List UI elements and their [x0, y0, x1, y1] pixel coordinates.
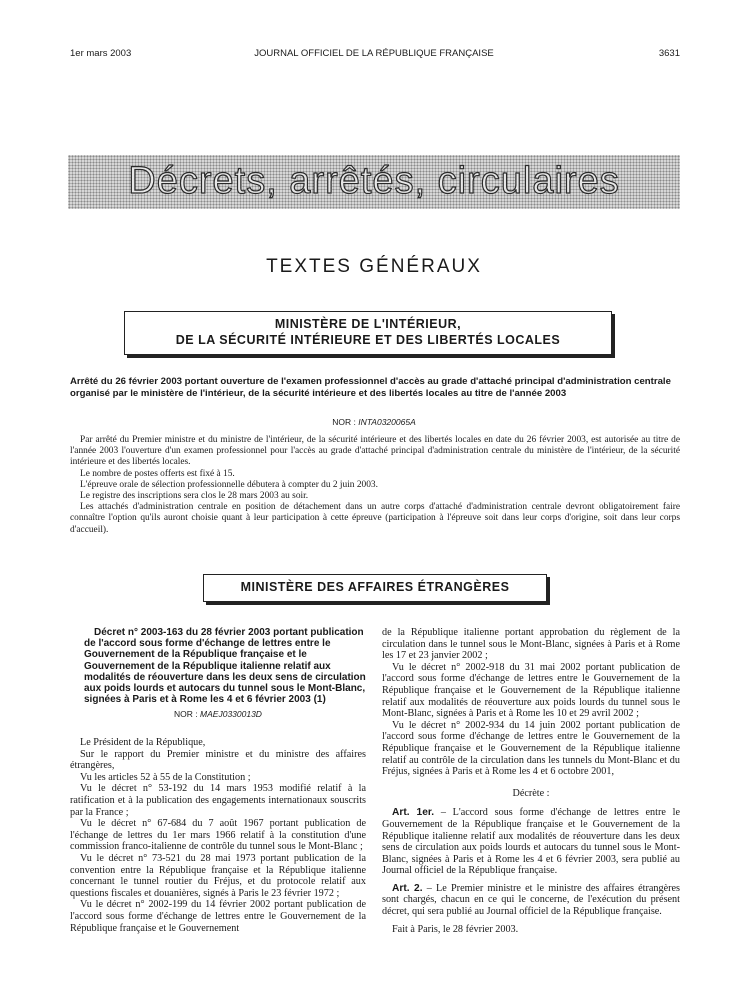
nor-label: NOR : [332, 417, 356, 427]
article-2-label: Art. 2. [392, 882, 423, 894]
decret-title: Décret n° 2003-163 du 28 février 2003 portant publication de l'accord sous forme d'échange de lettres entre le Gouvernement de la République française et le Gouvernement de la République italienne relatif aux modalités de réouverture dans les deux sens de circulation aux poids lourds et autocars du tunnel sous le Mont-Blanc, signées à Paris et à Rome les 4 et 6 février 2003 (1) [84, 627, 366, 706]
section-title: TEXTES GÉNÉRAUX [266, 256, 482, 277]
decret-paragraph: Vu le décret n° 53-192 du 14 mars 1953 modifié relatif à la ratification et à la publication des engagements internationaux souscrits par la France ; [70, 783, 366, 818]
decret-paragraph: de la République italienne portant approbation du règlement de la circulation dans le tunnel sous le Mont-Blanc, signées à Paris et à Rome les 17 et 23 janvier 2002 ; [382, 627, 680, 662]
decret-right-column [382, 627, 680, 935]
ministry-name-line-2: DE LA SÉCURITÉ INTÉRIEURE ET DES LIBERTÉS LOCALES [175, 333, 561, 347]
arrete-paragraph: Par arrêté du Premier ministre et du ministre de l'intérieur, de la sécurité intérieure et des libertés locales en date du 26 février 2003, est autorisée au titre de l'année 2003 l'ouverture d'un examen professionnel pour l'accès au grade d'attaché principal d'administration centrale du ministère de l'intérieur, de la sécurité intérieure et des libertés locales. [70, 435, 680, 468]
arrete-paragraph: Le nombre de postes offerts est fixé à 15. [80, 468, 235, 479]
decret-paragraph: Vu le décret n° 67-684 du 7 août 1967 portant publication de l'échange de lettres du 1er mars 1966 relatif à la constitution d'une commission franco-italienne de contrôle du tunnel sous le Mont-Blanc ; [70, 818, 366, 853]
arrete-paragraph: Les attachés d'administration centrale en position de détachement dans un autre corps d'attaché d'administration centrale devront obligatoirement faire connaître l'option qu'ils auront choisie quant à leur participation à cette épreuve (participation à l'épreuve soit dans leur corps d'origine, soit dans leur corps d'accueil). [70, 502, 680, 535]
decret-paragraph: Vu le décret n° 2002-918 du 31 mai 2002 portant publication de l'accord sous forme d'échange de lettres entre le Gouvernement de la République française et le Gouvernement de la République italienne relatif aux modalités de réouverture aux poids lourds du tunnel sous le Mont-Blanc, signées à Paris et à Rome les 10 et 29 avril 2002 ; [382, 661, 680, 720]
ministry-box-interieur [124, 311, 612, 355]
decret-paragraph: Vu le décret n° 2002-199 du 14 février 2002 portant publication de l'accord sous forme d'échange de lettres entre le Gouvernement de la République française et le Gouvernement [70, 899, 366, 934]
nor-code: INTA0320065A [358, 417, 416, 427]
nor-code: MAEJ0330013D [200, 709, 262, 720]
decret-paragraph: Vu le décret n° 73-521 du 28 mai 1973 portant publication de la convention entre la République française et la République italienne concernant le tunnel routier du Fréjus, et du protocole relatif aux questions fiscales et douanières, signés à Paris le 23 février 1972 ; [70, 852, 366, 899]
article-2 [382, 883, 680, 918]
arrete-paragraph: Le registre des inscriptions sera clos le 28 mars 2003 au soir. [80, 491, 309, 502]
decret-left-column [70, 627, 366, 934]
header-journal-title: JOURNAL OFFICIEL DE LA RÉPUBLIQUE FRANÇAISE [254, 48, 494, 59]
decret-paragraph: Le Président de la République, [80, 737, 206, 749]
header-date: 1er mars 2003 [70, 48, 132, 59]
article-1 [382, 807, 680, 877]
arrete-nor [0, 417, 748, 427]
decret-paragraph: Vu le décret n° 2002-934 du 14 juin 2002 portant publication de l'accord sous forme d'échange de lettres entre le Gouvernement de la République française et le Gouvernement de la République italienne relatif au contrôle de la circulation dans les tunnels du Mont-Blanc et du Fréjus, signées à Paris et à Rome les 4 et 6 octobre 2001, [382, 719, 680, 778]
ministry-name-line-1: MINISTÈRE DE L'INTÉRIEUR, [274, 317, 462, 331]
nor-label: NOR : [174, 709, 198, 720]
decret-paragraph: Vu les articles 52 à 55 de la Constitution ; [80, 771, 251, 783]
closing-line: Fait à Paris, le 28 février 2003. [392, 923, 519, 935]
article-1-text: – L'accord sous forme d'échange de lettres entre le Gouvernement de la République française et le Gouvernement de la République italienne relatif aux modalités de réouverture dans les deux sens de circulation aux poids lourds et autocars du tunnel sous le Mont-Blanc, signées à Paris et à Rome les 4 et 6 février 2003, sera publié au Journal officiel de la République française. [382, 807, 680, 877]
article-2-text: – Le Premier ministre et le ministre des affaires étrangères sont chargés, chacun en ce qui le concerne, de l'exécution du présent décret, qui sera publié au Journal officiel de la République française. [382, 882, 681, 918]
decret-nor [70, 709, 366, 721]
header-page-number: 3631 [658, 48, 680, 59]
arrete-body [70, 435, 680, 536]
decret-paragraph: Sur le rapport du Premier ministre et du ministre des affaires étrangères, [70, 748, 366, 772]
banner-title: Décrets, arrêtés, circulaires [128, 160, 620, 202]
arrete-paragraph: L'épreuve orale de sélection professionnelle débutera à compter du 2 juin 2003. [80, 479, 378, 490]
decrete-line: Décrète : [512, 787, 550, 799]
ministry-box-affaires-etrangeres: MINISTÈRE DES AFFAIRES ÉTRANGÈRES [203, 574, 547, 602]
arrete-title: Arrêté du 26 février 2003 portant ouverture de l'examen professionnel d'accès au grade d'attaché principal d'administration centrale organisé par le ministère de l'intérieur, de la sécurité intérieure et des libertés locales au titre de l'année 2003 [70, 376, 671, 399]
article-1-label: Art. 1er. [392, 807, 435, 819]
